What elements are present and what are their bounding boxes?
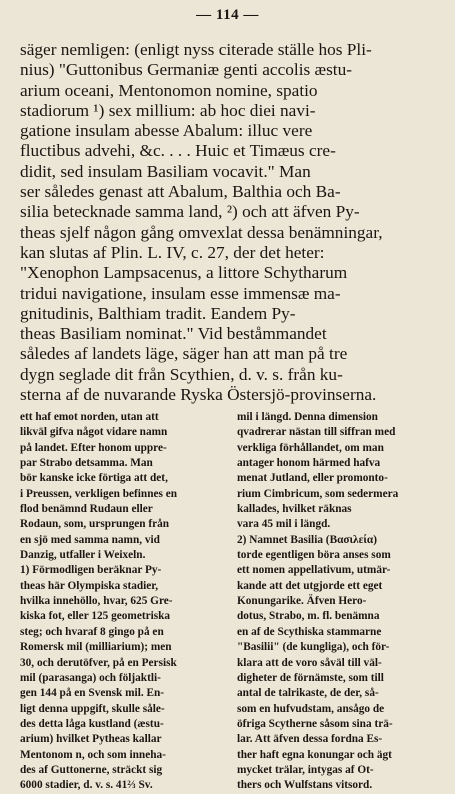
- footnote-line: klara att de voro såväl till väl-: [237, 656, 382, 669]
- footnote-line: dotus, Strabo, m. fl. benämna: [237, 610, 380, 623]
- footnotes-right-column: [237, 410, 447, 794]
- footnote-line: ett nomen appellativum, utmär-: [237, 564, 391, 577]
- footnote-line: antal de talrikaste, de der, så-: [237, 687, 379, 700]
- footnote-line: Danzig, utfaller i Weixeln.: [20, 549, 146, 562]
- text-line: säger nemligen: (enligt nyss citerade ställe hos Pli-: [20, 40, 372, 59]
- text-line: nius) "Guttonibus Germaniæ genti accolis æstu-: [20, 60, 352, 80]
- footnote-line: flod benämnd Rudaun eller: [20, 503, 153, 516]
- footnote-line: arium) hvilket Pytheas kallar: [20, 733, 162, 746]
- footnote-line: 2) Namnet Basilia (Βασιλεία): [237, 533, 377, 546]
- footnote-line: kande att det utgjorde ett eget: [237, 579, 383, 592]
- footnotes-left-column: [20, 410, 227, 794]
- footnote-line: hvilka innehöllo, hvar, 625 Gre-: [20, 595, 173, 608]
- footnote-line: "Basilii" (de kungliga), och för-: [237, 641, 390, 654]
- text-line: stadiorum ¹) sex millium: ab hoc diei navi-: [20, 100, 316, 120]
- footnote-line: som en hufvudstam, ansågo de: [237, 702, 385, 715]
- footnote-line: par Strabo detsamma. Man: [20, 457, 153, 470]
- text-line: gnitudinis, Balthiam tradit. Eandem Py-: [20, 303, 296, 323]
- text-line: "Xenophon Lampsacenus, a littore Schytharum: [20, 263, 348, 283]
- text-line: arium oceani, Mentonomon nomine, spatio: [20, 80, 318, 100]
- text-line: kan slutas af Plin. L. IV, c. 27, der det heter:: [20, 242, 325, 262]
- footnote-line: steg; och hvaraf 8 gingo på en: [20, 625, 164, 638]
- footnote-line: des detta låga kustland (æstu-: [20, 717, 164, 730]
- footnote-line: ther haft egna konungar och ägt: [237, 748, 392, 761]
- footnote-line: qvadrerar nästan till siffran med: [237, 426, 396, 439]
- footnote-line: torde egentligen böra anses som: [237, 549, 391, 562]
- footnote-line: menat Jutland, eller promonto-: [237, 472, 388, 485]
- footnote-line: 1) Förmodligen beräknar Py-: [20, 564, 162, 577]
- page-number: — 114 —: [196, 7, 259, 23]
- footnote-line: ett haf emot norden, utan att: [20, 411, 159, 423]
- footnote-line: lar. Att äfven dessa fordna Es-: [237, 733, 383, 746]
- footnote-line: mil (parasanga) och följaktli-: [20, 671, 161, 684]
- footnote-line: en af de Scythiska stammarne: [237, 625, 382, 638]
- footnote-line: Rodaun, som, ursprungen från: [20, 518, 170, 531]
- text-line: ser således genast att Abalum, Balthia och Ba-: [20, 182, 341, 202]
- footnote-line: på landet. Efter honom uppre-: [20, 441, 167, 454]
- footnote-line: Romersk mil (milliarium); men: [20, 641, 172, 654]
- main-text-block: [20, 40, 446, 405]
- footnote-line: thers och Wulfstans vitsord.: [237, 779, 373, 792]
- footnote-line: 6000 stadier, d. v. s. 41⅔ Sv.: [20, 779, 153, 792]
- footnote-line: des af Guttonerne, sträckt sig: [20, 763, 163, 776]
- text-line: således af landets läge, säger han att man på tre: [20, 344, 348, 364]
- footnote-line: en sjö med samma namn, vid: [20, 533, 160, 546]
- footnote-line: theas här Olympiska stadier,: [20, 579, 159, 592]
- text-line: dygn seglade dit från Scythien, d. v. s. från ku-: [20, 364, 343, 384]
- footnote-line: antager honom härmed hafva: [237, 457, 381, 470]
- footnote-line: kallades, hvilket räknas: [237, 503, 352, 516]
- text-line: sterna af de nuvarande Ryska Östersjö-provinserna.: [20, 385, 377, 405]
- footnote-line: kiska fot, eller 125 geometriska: [20, 610, 171, 623]
- footnote-line: ligt denna uppgift, skulle såle-: [20, 702, 165, 715]
- footnote-line: mycket trälar, intygas af Ot-: [237, 763, 374, 776]
- footnote-line: Mentonom n, och som inneha-: [20, 748, 166, 761]
- footnote-line: i Preussen, verkligen befinnes en: [20, 487, 178, 500]
- footnote-line: bör kanske icke förtiga att det,: [20, 472, 168, 485]
- footnote-line: rium Cimbricum, som sedermera: [237, 487, 399, 500]
- footnote-line: vara 45 mil i längd.: [237, 518, 331, 531]
- footnote-line: Konungarike. Äfven Hero-: [237, 595, 367, 608]
- footnote-line: 30, och derutöfver, på en Persisk: [20, 656, 177, 669]
- text-line: tridui navigatione, insulam esse immensæ ma-: [20, 283, 341, 303]
- text-line: theas sjelf någon gång omvexlat dessa benämningar,: [20, 222, 383, 242]
- footnote-line: öfriga Scytherne såsom sina trä-: [237, 717, 393, 730]
- footnote-line: digheter de förnämste, som till: [237, 671, 384, 684]
- footnote-line: gen 144 på en Svensk mil. En-: [20, 687, 165, 700]
- footnote-line: verkliga förhållandet, om man: [237, 441, 384, 454]
- footnote-line: mil i längd. Denna dimension: [237, 411, 378, 423]
- footnote-line: likväl gifva något vidare namn: [20, 426, 168, 439]
- text-line: gatione insulam abesse Abalum: illuc vere: [20, 121, 313, 141]
- text-line: theas Basiliam nominat." Vid beståmmandet: [20, 324, 327, 344]
- text-line: fluctibus advehi, &c. . . . Huic et Timæus cre-: [20, 141, 336, 161]
- text-line: silia betecknade samma land, ²) och att äfven Py-: [20, 202, 360, 222]
- text-line: didit, sed insulam Basiliam vocavit." Man: [20, 161, 311, 181]
